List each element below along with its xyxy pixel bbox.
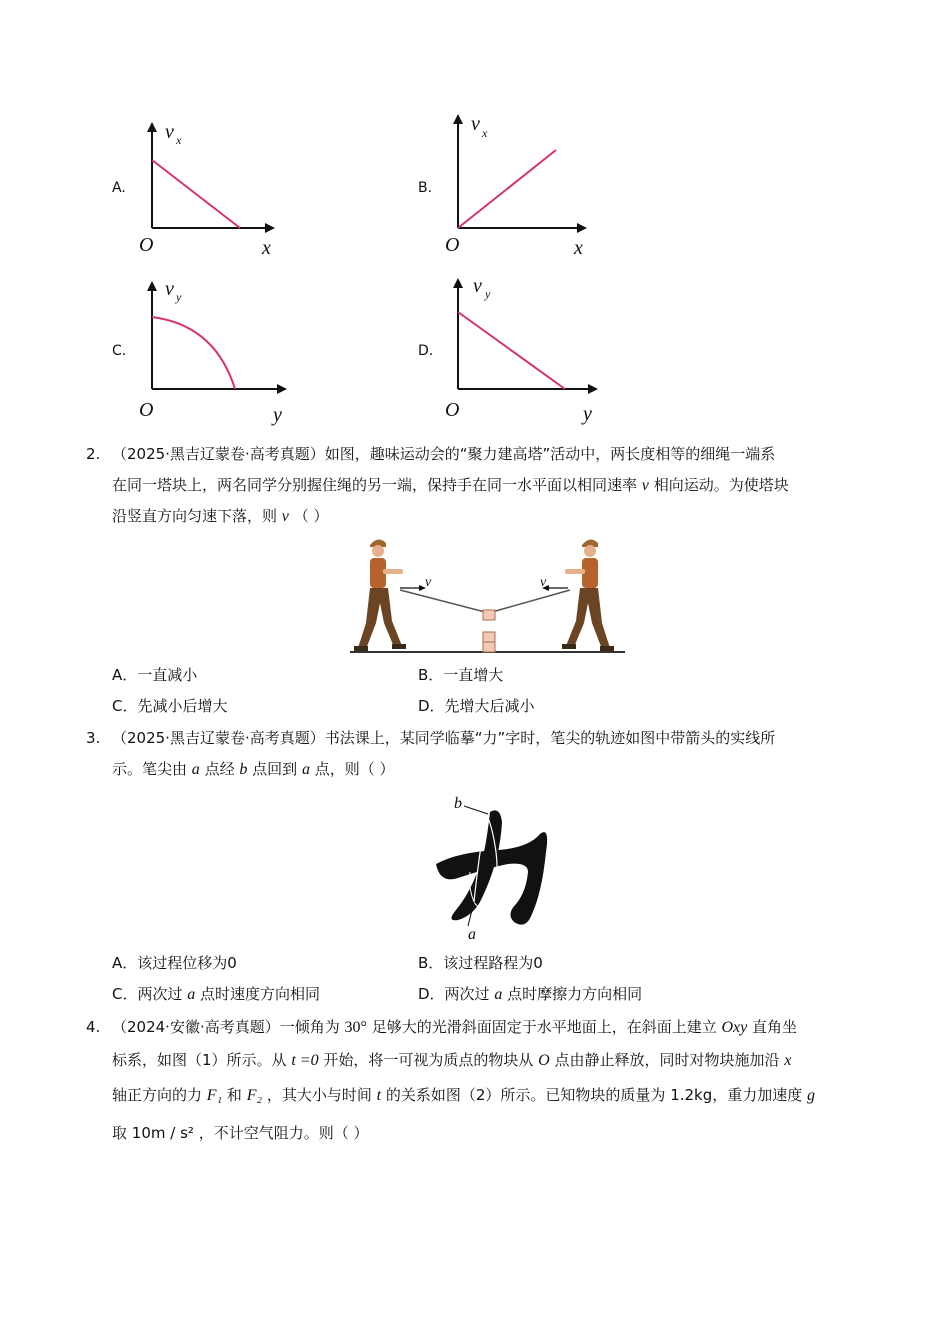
q3-option-d[interactable] xyxy=(418,979,642,1010)
q2-text: （ ） xyxy=(293,507,329,525)
q2-text: 在同一塔块上，两名同学分别握住绳的另一端，保持手在同一水平面以相同速率 xyxy=(112,476,638,494)
q2-fig-v-right: v xyxy=(540,575,547,590)
graph-c-xlabel: y xyxy=(273,404,282,426)
graph-b-curve xyxy=(458,150,556,228)
q3-fig-a: a xyxy=(468,926,476,943)
graph-b xyxy=(441,108,591,258)
q4-text: ，不计空气阻力。则（ ） xyxy=(198,1124,369,1142)
option-c-label: C. xyxy=(112,343,127,359)
graph-d-ysub: y xyxy=(485,287,491,301)
tower-block xyxy=(483,632,495,642)
graph-a xyxy=(135,118,285,258)
q2-option-c[interactable]: C．先减小后增大 xyxy=(112,697,228,715)
q4-var-t0: t =0 xyxy=(291,1052,319,1069)
graph-b-ysub: x xyxy=(482,126,488,140)
hanging-block xyxy=(483,610,495,620)
q4-text: 标系，如图（1）所示。从 xyxy=(112,1051,287,1069)
q3-option-a[interactable]: A．该过程位移为0 xyxy=(112,954,237,972)
graph-c-curve xyxy=(152,317,235,389)
q3-option-c-var: a xyxy=(187,986,196,1003)
q2-figure xyxy=(350,533,630,658)
q3-option-d-var: a xyxy=(494,986,503,1003)
q4-number: 4. xyxy=(86,1018,101,1036)
option-b-label: B. xyxy=(418,180,433,196)
q3-line-1: （2025·黑吉辽蒙卷·高考真题）书法课上，某同学临摹“力”字时，笔尖的轨迹如图中带箭头的实线所 xyxy=(112,729,776,747)
q4-angle: 30° xyxy=(344,1019,367,1036)
q2-text: 沿竖直方向匀速下落，则 xyxy=(112,507,278,525)
q4-text: （2024·安徽·高考真题）一倾角为 xyxy=(112,1018,340,1036)
q3-number: 3. xyxy=(86,729,101,747)
q2-option-b[interactable]: B．一直增大 xyxy=(418,666,504,684)
q3-text: 点回到 xyxy=(252,760,298,778)
q4-text: 的关系如图（2）所示。已知物块的质量为 1.2kg，重力加速度 xyxy=(385,1086,803,1104)
graph-d-origin: O xyxy=(445,399,460,421)
q2-option-a[interactable]: A．一直减小 xyxy=(112,666,198,684)
q4-var-F2: F₂ xyxy=(246,1087,263,1104)
q4-line-1 xyxy=(112,1012,872,1043)
q4-text: 和 xyxy=(226,1086,242,1104)
q3-text: 点，则（ ） xyxy=(314,760,395,778)
q3-var-b: b xyxy=(239,761,248,778)
graph-d-xlabel: y xyxy=(583,403,592,425)
graph-a-origin: O xyxy=(139,234,154,256)
q3-figure xyxy=(428,792,558,942)
right-person xyxy=(562,539,614,651)
q4-text: 开始，将一可视为质点的物块从 xyxy=(323,1051,534,1069)
graph-a-ysub: x xyxy=(176,133,182,147)
q3-fig-b: b xyxy=(454,795,462,812)
option-d-label: D. xyxy=(418,343,434,359)
q3-option-d-text: 点时摩擦力方向相同 xyxy=(507,985,643,1003)
q3-var-a: a xyxy=(191,761,200,778)
q2-line-1: （2025·黑吉辽蒙卷·高考真题）如图，趣味运动会的“聚力建高塔”活动中，两长度相等的细绳一端系 xyxy=(112,445,776,463)
q4-text: 足够大的光滑斜面固定于水平地面上，在斜面上建立 xyxy=(371,1018,717,1036)
q3-option-b[interactable]: B．该过程路程为0 xyxy=(418,954,543,972)
graph-c xyxy=(135,275,295,425)
q3-option-d-text: D．两次过 xyxy=(418,985,490,1003)
left-person xyxy=(354,539,406,651)
q2-option-d[interactable]: D．先增大后减小 xyxy=(418,697,535,715)
q4-text: 取 xyxy=(112,1124,128,1142)
q2-number: 2. xyxy=(86,445,101,463)
graph-b-origin: O xyxy=(445,234,460,256)
q4-value: 10m / s² xyxy=(131,1124,194,1142)
q4-line-4 xyxy=(112,1118,872,1148)
option-a-label: A. xyxy=(112,180,126,196)
q4-var-g: g xyxy=(807,1087,816,1104)
q3-option-c-text: 点时速度方向相同 xyxy=(200,985,321,1003)
q3-text: 示。笔尖由 xyxy=(112,760,188,778)
q3-line-2 xyxy=(112,754,872,785)
tower-block xyxy=(483,642,495,652)
q3-var-a: a xyxy=(301,761,310,778)
q4-line-3 xyxy=(112,1080,872,1111)
q4-text: 点由静止释放，同时对物块施加沿 xyxy=(554,1051,780,1069)
graph-b-ylabel: v xyxy=(471,113,480,135)
q2-fig-v-left: v xyxy=(425,575,432,590)
q4-var-F1: F₁ xyxy=(206,1087,223,1104)
q2-var-v: v xyxy=(281,508,289,525)
q2-text: 相向运动。为使塔块 xyxy=(653,476,789,494)
graph-a-curve xyxy=(152,160,240,228)
q3-text: 点经 xyxy=(204,760,235,778)
graph-a-ylabel: v xyxy=(165,121,174,143)
q2-line-2 xyxy=(112,470,872,501)
graph-b-xlabel: x xyxy=(574,237,583,259)
q4-line-2 xyxy=(112,1045,872,1076)
graph-c-ylabel: v xyxy=(165,278,174,300)
q4-var-t: t xyxy=(376,1087,382,1104)
graph-a-xlabel: x xyxy=(262,237,271,259)
graph-d xyxy=(441,272,611,425)
graph-d-ylabel: v xyxy=(473,275,482,297)
q4-var-x: x xyxy=(784,1052,792,1069)
graph-c-ysub: y xyxy=(176,290,182,304)
q4-text: 轴正方向的力 xyxy=(112,1086,203,1104)
graph-d-curve xyxy=(458,312,565,389)
q3-option-c[interactable] xyxy=(112,979,320,1010)
q2-line-3 xyxy=(112,501,872,532)
q3-option-c-text: C．两次过 xyxy=(112,985,183,1003)
q4-var-oxy: Oxy xyxy=(721,1019,748,1036)
q2-var-v: v xyxy=(641,477,649,494)
q4-text: 直角坐 xyxy=(752,1018,798,1036)
graph-c-origin: O xyxy=(139,399,154,421)
q4-var-O: O xyxy=(538,1052,550,1069)
q4-text: ，其大小与时间 xyxy=(266,1086,372,1104)
